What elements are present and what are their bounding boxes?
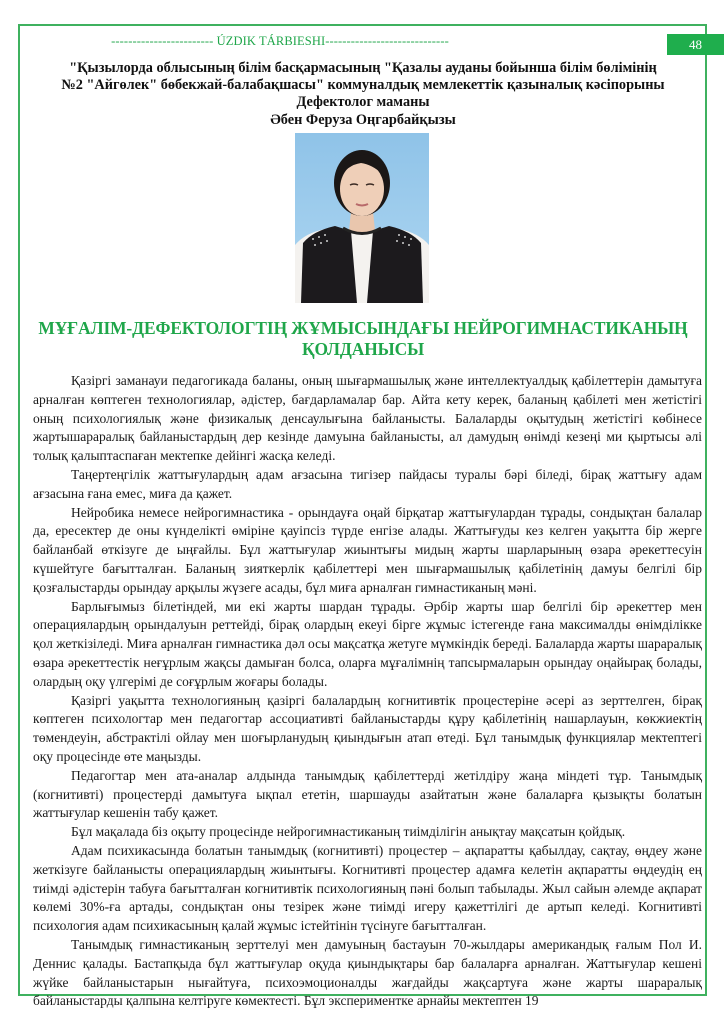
paragraph: Нейробика немесе нейрогимнастика - орындауға оңай бірқатар жаттығулардан тұрады, сондықтан балалар да, ересектер де оны күнделікті өміріне қауіпсіз түрде енгізе алады. Жаттығуды кез келген уақытта бір жерге байланбай өткізуге де ыңғайлы. Бұл жаттығулар жиынтығы мидың жарты шарларының өзара әрекеттесуін күшейтуге бағытталған. Баланың зияткерлік қабілеттері мен шығармашылық қабілетінің дамуы белгілі бір қозғалыстарды орындау арқылы жүзеге асады, бұл миға арналған гимнастиканың мәні. bbox=[33, 504, 702, 595]
article-body bbox=[33, 372, 702, 1011]
paragraph: Адам психикасында болатын танымдық (когнитивті) процестер – ақпаратты қабылдау, сақтау, өңдеу және жеткізуге байланысты операциялардың жиынтығы. Когнитивті процестер адамға келетін ақпаратты өңдеудің ең тиімді әдістерін табуға бағытталған когнитивтік психологияның пәні болып табылады. Жыл сайын әлемде ақпарат көлемі 30%-ға артады, сондықтан оны тезірек және тиімді игеру қажеттілігі де артып келеді. Когнитивті психология адам психикасының қалай жұмыс істейтінін түсінуге бағытталған. bbox=[33, 842, 702, 934]
author-block bbox=[30, 60, 696, 129]
paragraph: Қазіргі уақытта технологияның қазіргі балалардың когнитивтік процестеріне әсері аз зерттелген, бірақ көптеген психологтар мен педагогтар ассоциативті байланыстарды құру қабілетінің нашарлауын, көкжиектің төмендеуін, абстрактілі ойлау мен шоғырланудың қиындығын атап өтеді. Бұл танымдық функциялар мектептегі оқу процесінде өте маңызды. bbox=[33, 692, 702, 764]
author-name: Әбен Феруза Оңгарбайқызы bbox=[270, 111, 456, 128]
paragraph: Танымдық гимнастиканың зерттелуі мен дамуының бастауын 70-жылдары американдық ғалым Пол И. Деннис қалады. Бастапқыда бұл жаттығулар оқуда қиындықтары бар балаларға арналған. Жаттығулар кешені жүйке байланыстарын нығайтуға, психоэмоционалды жағдайды жақсартуға және жарты шарaралық байланыстарды қалпына келтіруге көмектесті. Бұл экспериментке арнайы мектептен 19 bbox=[33, 936, 702, 1009]
organization-line-1: "Қызылорда облысының білім басқармасының "Қазалы ауданы бойынша білім бөлімінің bbox=[69, 60, 657, 76]
author-photo bbox=[295, 133, 429, 303]
author-position: Дефектолог маманы bbox=[296, 94, 430, 111]
paragraph: Барлығымыз білетіндей, ми екі жарты шардан тұрады. Әрбір жарты шар белгілі бір әрекеттер мен операциялардың орындалуын реттейді, бірақ олардың екеуі бірге жұмыс істегенде ғана максималды өнімділікке қол жеткізіледі. Миға арналған гимнастика дәл осы мақсатқа жетуге мүмкіндік береді. Балаларда жарты шарaралық өзара әрекеттестік неғұрлым жақсы дамыған болса, оларға мұғалімнің тапсырмаларын орындау оңайырақ болады, олардың оқу үлгерімі де соғұрлым жоғары болады. bbox=[33, 598, 702, 689]
portrait-illustration bbox=[295, 133, 429, 303]
page-number-tab: 48 bbox=[667, 34, 724, 55]
paragraph: Қазіргі заманауи педагогикада баланы, оның шығармашылық және интеллектуалдық қабілеттерін дамытуға арналған көптеген технологиялар, әдістер, бағдарламалар бар. Айта кету керек, баланың қабілеті мен жетістігі оның психологиялық және физикалық денсаулығына байланысты. Балаларды оқытудың жетістігі көбінесе жартышарaралық байланыстардың дер кезінде дамуына байланысты, ал дамудың өнімді кезеңі ми қыртысы әлі толық қалыптаспаған мектепке дейінгі жасқа келеді. bbox=[33, 373, 702, 464]
organization-line-2: №2 "Айгөлек" бөбекжай-балабақшасы" коммуналдық мемлекеттік қазыналық кәсіпорыны bbox=[61, 77, 665, 94]
paragraph: Педагогтар мен ата-аналар алдында танымдық қабілеттерді жетілдіру жаңа міндеті тұр. Танымдық (когнитивті) процестерді дамытуға ықпал ететін, шаршауды азайтатын және балаларға қызықты болатын жаттығулар кешенін табу қажет. bbox=[33, 767, 702, 821]
journal-name-header: ------------------------ ÚZDIK TÁRBIESHI----------------------------- bbox=[111, 34, 449, 48]
paragraph: Таңертеңгілік жаттығулардың адам ағзасына тигізер пайдасы туралы бәрі біледі, бірақ жаттығу адам ағзасына ғана емес, миға да қажет. bbox=[33, 466, 702, 501]
article-title: МҰҒАЛІМ-ДЕФЕКТОЛОГТІҢ ЖҰМЫСЫНДАҒЫ НЕЙРОГИМНАСТИКАНЫҢ ҚОЛДАНЫСЫ bbox=[38, 318, 688, 359]
paragraph: Бұл мақалада біз оқыту процесінде нейрогимнастиканың тиімділігін анықтау мақсатын қойдық. bbox=[71, 824, 626, 840]
